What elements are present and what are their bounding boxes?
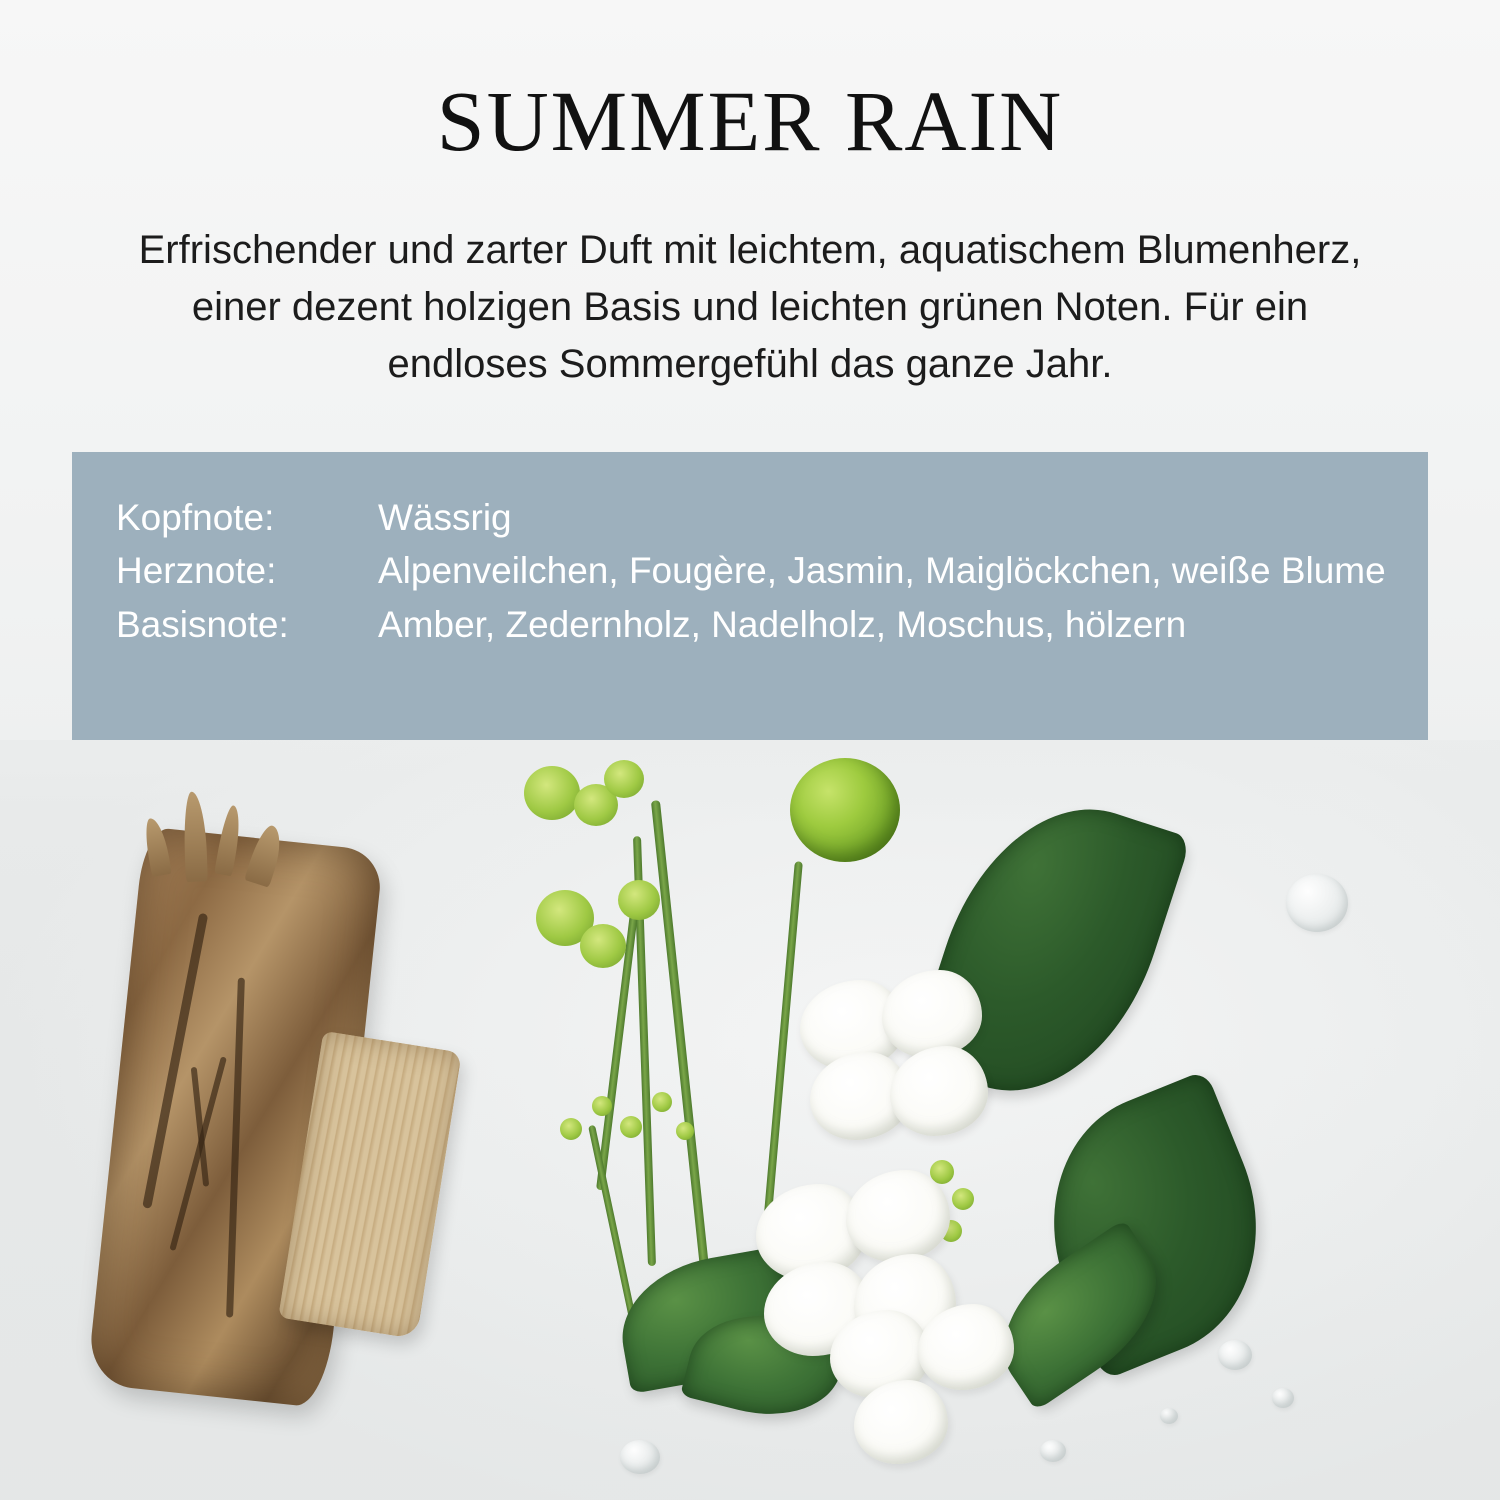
green-bud	[524, 766, 580, 820]
note-label-base: Basisnote:	[116, 603, 289, 645]
seed-bud	[652, 1092, 672, 1112]
bark-splinter	[183, 791, 208, 882]
flower-petal	[846, 1170, 950, 1262]
water-droplet	[1286, 874, 1348, 932]
water-droplet	[1218, 1340, 1252, 1370]
green-button-flower	[790, 758, 900, 862]
table-row	[116, 547, 1416, 600]
water-droplet	[620, 1440, 660, 1474]
water-droplet	[1160, 1408, 1178, 1424]
note-value-heart: Alpenveilchen, Fougère, Jasmin, Maiglöckchen, weiße Blume	[378, 550, 1386, 592]
product-description: Erfrischender und zarter Duft mit leichtem, aquatischem Blumenherz, einer dezent holzigen Basis und leichten grünen Noten. Für ein endloses Sommergefühl das ganze Jahr.	[138, 228, 1362, 386]
table-row	[116, 494, 1416, 547]
water-droplet	[1272, 1388, 1294, 1408]
note-label-heart: Herznote:	[116, 550, 277, 592]
seed-bud	[560, 1118, 582, 1140]
flower-petal	[918, 1304, 1014, 1390]
white-flower	[790, 970, 990, 1150]
seed-bud	[952, 1188, 974, 1210]
ingredient-flatlay-photo	[0, 740, 1500, 1500]
green-bud	[618, 880, 660, 920]
note-label-top: Kopfnote:	[116, 497, 275, 538]
water-droplet	[1040, 1440, 1066, 1462]
white-flower	[830, 1300, 1030, 1480]
green-bud	[580, 924, 626, 968]
fragrance-notes-panel	[72, 452, 1428, 760]
flower-petal	[882, 970, 982, 1058]
note-value-top: Wässrig	[378, 497, 512, 538]
seed-bud	[620, 1116, 642, 1138]
seed-bud	[592, 1096, 612, 1116]
flower-petal	[890, 1046, 988, 1136]
note-value-base: Amber, Zedernholz, Nadelholz, Moschus, hölzern	[378, 603, 1187, 645]
fragrance-notes-table	[116, 494, 1416, 654]
green-bud	[604, 760, 644, 798]
table-row	[116, 601, 1416, 654]
seed-bud	[676, 1122, 694, 1140]
page-title: SUMMER RAIN	[436, 73, 1064, 169]
